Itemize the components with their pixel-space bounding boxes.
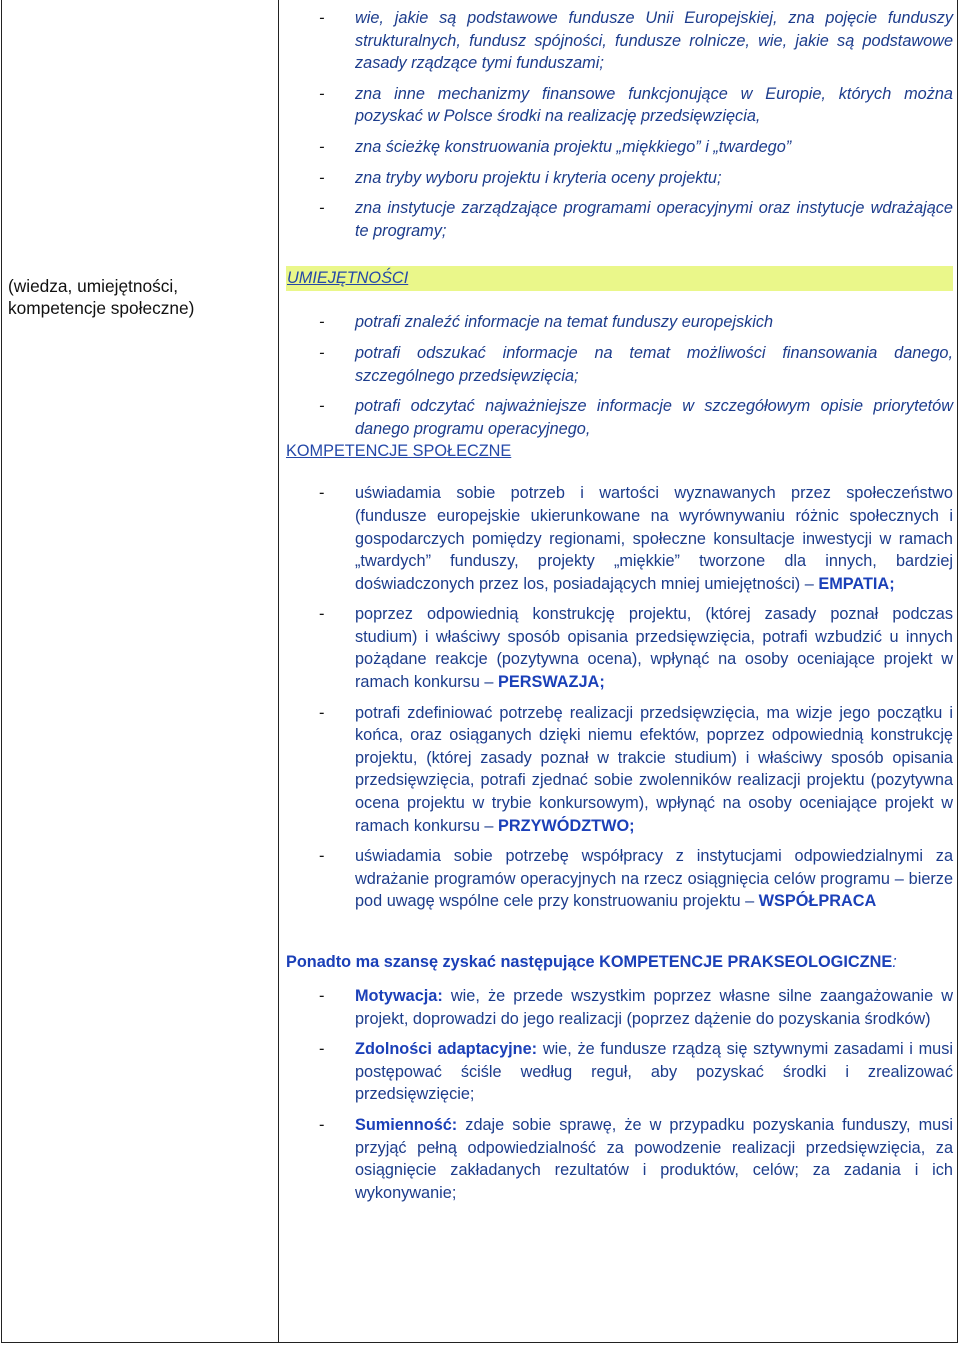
right-column xyxy=(286,7,953,1212)
social-competence-list xyxy=(286,482,953,913)
praxeological-list xyxy=(286,985,953,1204)
competence-keyword: PRZYWÓDZTWO; xyxy=(498,816,635,835)
list-item: - potrafi odczytać najważniejsze informacje w szczegółowym opisie priorytetów danego programu operacyjnego, xyxy=(319,397,953,438)
skills-heading: UMIEJĘTNOŚCI xyxy=(286,266,953,291)
competence-term: Sumienność: xyxy=(355,1115,458,1134)
list-item: - Sumienność: zdaje sobie sprawę, że w przypadku pozyskania funduszy, musi przyjąć pełną odpowiedzialność za powodzenie realizacji przedsięwzięcia, za osiągnięcie zakładanych rezultatów i produktów, celów; za zadania i ich wykonywanie; xyxy=(319,1115,953,1202)
list-item: - Zdolności adaptacyjne: wie, że fundusze rządzą się sztywnymi zasadami i musi postępować ściśle według reguł, aby pozyskać środki i zrealizować przedsięwzięcie; xyxy=(319,1040,953,1104)
list-item: - zna tryby wyboru projektu i kryteria oceny projektu; xyxy=(319,168,722,187)
list-item: - wie, jakie są podstawowe fundusze Unii Europejskiej, zna pojęcie funduszy strukturalnych, fundusz spójności, fundusze rolnicze, wie, jakie są podstawowe zasady rządzące tymi funduszami; xyxy=(319,9,953,73)
knowledge-list xyxy=(286,7,953,242)
list-item: - uświadamia sobie potrzeb i wartości wyznawanych przez społeczeństwo (fundusze europejskie ukierunkowane na wyrównywaniu różnic społecznych i gospodarczych pomiędzy regionami, społeczne konsultacje inwestycji w ramach „twardych” funduszy, projekty „miękkie” tworzone dla innych, bardziej doświadczonych przez los, posiadających mniej umiejętności) – EMPATIA; xyxy=(319,484,953,593)
competence-keyword: EMPATIA; xyxy=(818,574,895,593)
competence-keyword: PERSWAZJA; xyxy=(498,673,605,692)
column-divider xyxy=(278,0,279,1343)
left-column-label: (wiedza, umiejętności, kompetencje społeczne) xyxy=(8,276,195,318)
social-competence-heading: KOMPETENCJE SPOŁECZNE xyxy=(286,442,512,461)
list-item: - zna ścieżkę konstruowania projektu „miękkiego” i „twardego” xyxy=(319,137,792,156)
list-item: - zna instytucje zarządzające programami operacyjnymi oraz instytucje wdrażające te programy; xyxy=(319,199,953,240)
list-item: - potrafi zdefiniować potrzebę realizacji przedsięwzięcia, ma wizje jego początku i końca, oraz osiąganych dzięki niemu efektów, poprzez odpowiednią konstrukcję projektu, (której zasady poznał w trakcie studium) i właściwy sposób opisania przedsięwzięcia, potrafi zjednać sobie zwolenników realizacji projektu (pozytywna ocena projektu w trybie konkursowym), wpłynąć na osoby oceniające projekt w ramach konkursu – PRZYWÓDZTWO; xyxy=(319,703,953,835)
praxeological-lead: Ponadto ma szansę zyskać następujące KOMPETENCJE PRAKSEOLOGICZNE: xyxy=(286,953,897,971)
competence-keyword: WSPÓŁPRACA xyxy=(758,892,877,911)
list-item: - zna inne mechanizmy finansowe funkcjonujące w Europie, których można pozyskać w Polsce środki na realizację przedsięwzięcia, xyxy=(319,84,953,126)
list-item: - potrafi odszukać informacje na temat możliwości finansowania danego, szczególnego przedsięwzięcia; xyxy=(319,343,953,385)
list-item: - uświadamia sobie potrzebę współpracy z instytucjami odpowiedzialnymi za wdrażanie programów operacyjnych na rzecz osiągnięcia celów programu – bierze pod uwagę wspólne cele przy konstruowaniu projektu – WSPÓŁPRACA xyxy=(319,847,953,911)
list-item: - Motywacja: wie, że przede wszystkim poprzez własne silne zaangażowanie w projekt, doprowadzi do jego realizacji (poprzez dążenie do pozyskania środków) xyxy=(319,987,954,1028)
list-item: - poprzez odpowiednią konstrukcję projektu, (której zasady poznał podczas studium) i właściwy sposób opisania przedsięwzięcia, potrafi wzbudzić u innych pożądane reakcje (pozytywna ocena), wpłynąć na osoby oceniające projekt w ramach konkursu – PERSWAZJA; xyxy=(319,605,953,692)
competence-term: Zdolności adaptacyjne: xyxy=(355,1040,538,1059)
list-item: - potrafi znaleźć informacje na temat funduszy europejskich xyxy=(319,313,774,332)
skills-list xyxy=(286,311,953,440)
competence-term: Motywacja: xyxy=(355,987,443,1005)
